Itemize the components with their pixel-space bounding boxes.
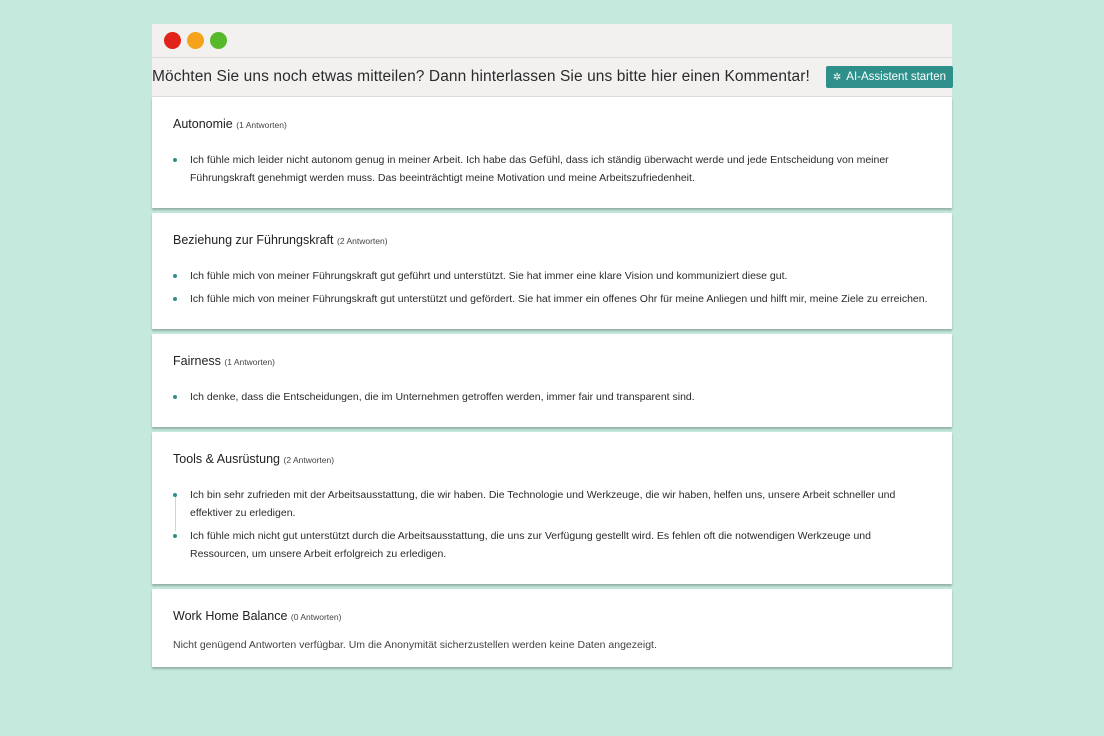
section-card <box>152 213 952 329</box>
bullet-icon <box>173 493 177 497</box>
section-title <box>173 452 930 466</box>
app-window <box>152 24 952 667</box>
answer-text: Ich fühle mich nicht gut unterstützt durch die Arbeitsausstattung, die uns zur Verfügung gestellt wird. Es fehlen oft die notwendigen Werkzeuge und Ressourcen, um unsere Arbeit erfolgreich zu erledigen. <box>190 530 871 560</box>
answer-list <box>173 267 930 308</box>
answer-count: (0 Antworten) <box>290 612 342 622</box>
section-title-text: Fairness <box>173 354 221 368</box>
section-card <box>152 432 952 584</box>
comment-question-header <box>152 57 952 97</box>
section-title-text: Tools & Ausrüstung <box>173 452 281 466</box>
section-title-text: Beziehung zur Führungskraft <box>173 233 334 247</box>
minimize-window-button[interactable] <box>187 32 204 49</box>
answer-text: Ich fühle mich leider nicht autonom genug in meiner Arbeit. Ich habe das Gefühl, dass ich ständig überwacht werde und jede Entscheidung von meiner Führungskraft genehmigt werden muss. Das beeinträchtigt meine Motivation und meine Arbeitszufriedenheit. <box>190 154 889 184</box>
bullet-icon <box>173 274 177 278</box>
section-title <box>173 354 930 368</box>
answer-text: Ich denke, dass die Entscheidungen, die im Unternehmen getroffen werden, immer fair und transparent sind. <box>190 391 695 403</box>
bullet-icon <box>173 534 177 538</box>
answer-count: (2 Antworten) <box>283 455 335 465</box>
answer-sections <box>152 97 952 667</box>
answer-text: Ich fühle mich von meiner Führungskraft gut unterstützt und gefördert. Sie hat immer ein offenes Ohr für meine Anliegen und hilft mir, meine Ziele zu erreichen. <box>190 293 928 305</box>
ai-assistant-button[interactable] <box>826 66 953 88</box>
bullet-icon <box>173 158 177 162</box>
section-card <box>152 589 952 667</box>
section-title <box>173 609 930 623</box>
page-title: Möchten Sie uns noch etwas mitteilen? Dann hinterlassen Sie uns bitte hier einen Kommentar! <box>152 68 810 85</box>
maximize-window-button[interactable] <box>210 32 227 49</box>
section-card <box>152 334 952 427</box>
close-window-button[interactable] <box>164 32 181 49</box>
answer-item <box>173 527 930 563</box>
empty-state-note: Nicht genügend Antworten verfügbar. Um die Anonymität sicherzustellen werden keine Daten angezeigt. <box>173 639 657 651</box>
answer-list <box>173 388 930 406</box>
answer-text: Ich fühle mich von meiner Führungskraft gut geführt und unterstützt. Sie hat immer eine klare Vision und kommuniziert diese gut. <box>190 270 788 282</box>
answer-item <box>173 486 930 522</box>
answer-list <box>173 486 930 563</box>
section-title <box>173 117 930 131</box>
answer-text: Ich bin sehr zufrieden mit der Arbeitsausstattung, die wir haben. Die Technologie und Werkzeuge, die wir haben, helfen uns, unsere Arbeit schneller und effektiver zu erledigen. <box>190 489 896 519</box>
answer-list <box>173 151 930 187</box>
answer-item <box>173 388 930 406</box>
bullet-icon <box>173 297 177 301</box>
bullet-icon <box>173 395 177 399</box>
section-title-text: Work Home Balance <box>173 609 288 623</box>
answer-item <box>173 151 930 187</box>
section-card <box>152 97 952 208</box>
ai-assistant-button-label: AI-Assistent starten <box>846 71 946 83</box>
answer-item <box>173 267 930 285</box>
section-title-text: Autonomie <box>173 117 233 131</box>
section-title <box>173 233 930 247</box>
answer-item <box>173 290 930 308</box>
answer-count: (1 Antworten) <box>236 120 287 130</box>
answer-count: (2 Antworten) <box>337 236 388 246</box>
sparkle-icon: ✲ <box>832 71 842 83</box>
answer-count: (1 Antworten) <box>224 357 275 367</box>
window-titlebar <box>152 24 952 57</box>
